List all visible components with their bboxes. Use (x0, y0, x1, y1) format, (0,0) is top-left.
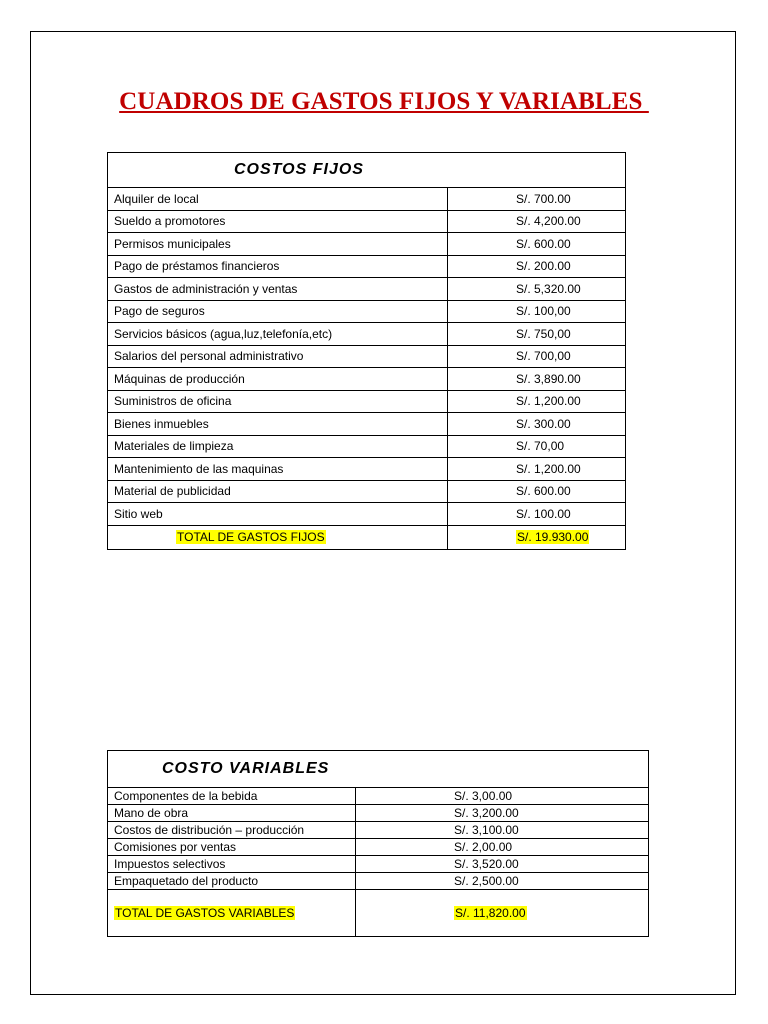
item-value: S/. 5,320.00 (448, 278, 626, 301)
variable-costs-total-label-cell (108, 890, 356, 937)
item-value: S/. 750,00 (448, 323, 626, 346)
item-value: S/. 3,520.00 (356, 856, 649, 873)
item-name: Componentes de la bebida (108, 788, 356, 805)
fixed-costs-total-label: TOTAL DE GASTOS FIJOS (177, 530, 325, 544)
table-row (108, 435, 626, 458)
variable-costs-total-value-cell (356, 890, 649, 937)
item-value: S/. 3,100.00 (356, 822, 649, 839)
variable-costs-table (107, 750, 649, 937)
item-name: Sueldo a promotores (108, 210, 448, 233)
item-name: Impuestos selectivos (108, 856, 356, 873)
item-name: Bienes inmuebles (108, 413, 448, 436)
item-value: S/. 3,200.00 (356, 805, 649, 822)
item-value: S/. 100.00 (448, 503, 626, 526)
table-row (108, 788, 649, 805)
variable-costs-total-value: S/. 11,820.00 (455, 906, 526, 920)
item-name: Alquiler de local (108, 188, 448, 211)
fixed-costs-total-label-cell (108, 525, 448, 549)
item-value: S/. 70,00 (448, 435, 626, 458)
item-value: S/. 700.00 (448, 188, 626, 211)
item-value: S/. 700,00 (448, 345, 626, 368)
table-row (108, 503, 626, 526)
variable-costs-header-row (108, 751, 649, 788)
item-name: Comisiones por ventas (108, 839, 356, 856)
item-name: Mantenimiento de las maquinas (108, 458, 448, 481)
item-value: S/. 1,200.00 (448, 390, 626, 413)
document-title: CUADROS DE GASTOS FIJOS Y VARIABLES (119, 88, 649, 115)
item-name: Sitio web (108, 503, 448, 526)
table-row (108, 805, 649, 822)
variable-costs-total-row (108, 890, 649, 937)
fixed-costs-total-row (108, 525, 626, 549)
item-value: S/. 2,500.00 (356, 873, 649, 890)
table-row (108, 458, 626, 481)
table-row (108, 368, 626, 391)
table-row (108, 233, 626, 256)
variable-costs-total-label: TOTAL DE GASTOS VARIABLES (115, 906, 295, 920)
item-value: S/. 3,00.00 (356, 788, 649, 805)
fixed-costs-heading-text: COSTOS FIJOS (234, 161, 364, 178)
fixed-costs-header-row (108, 153, 626, 188)
item-name: Empaquetado del producto (108, 873, 356, 890)
table-row (108, 278, 626, 301)
item-name: Permisos municipales (108, 233, 448, 256)
table-row (108, 345, 626, 368)
item-value: S/. 2,00.00 (356, 839, 649, 856)
table-row (108, 188, 626, 211)
table-row (108, 480, 626, 503)
table-row (108, 839, 649, 856)
fixed-costs-total-value-cell (448, 525, 626, 549)
fixed-costs-heading (108, 153, 626, 188)
table-row (108, 390, 626, 413)
item-value: S/. 600.00 (448, 233, 626, 256)
item-name: Gastos de administración y ventas (108, 278, 448, 301)
item-name: Pago de préstamos financieros (108, 255, 448, 278)
table-row (108, 210, 626, 233)
item-value: S/. 600.00 (448, 480, 626, 503)
item-value: S/. 3,890.00 (448, 368, 626, 391)
item-name: Costos de distribución – producción (108, 822, 356, 839)
item-value: S/. 4,200.00 (448, 210, 626, 233)
table-row (108, 300, 626, 323)
variable-costs-heading (108, 751, 649, 788)
table-row (108, 413, 626, 436)
item-value: S/. 1,200.00 (448, 458, 626, 481)
item-name: Salarios del personal administrativo (108, 345, 448, 368)
item-name: Suministros de oficina (108, 390, 448, 413)
item-value: S/. 300.00 (448, 413, 626, 436)
table-row (108, 873, 649, 890)
variable-costs-heading-text: COSTO VARIABLES (162, 760, 330, 777)
item-name: Materiales de limpieza (108, 435, 448, 458)
table-row (108, 856, 649, 873)
table-row (108, 255, 626, 278)
table-row (108, 323, 626, 346)
item-name: Máquinas de producción (108, 368, 448, 391)
item-value: S/. 200.00 (448, 255, 626, 278)
item-name: Servicios básicos (agua,luz,telefonía,etc) (108, 323, 448, 346)
item-name: Material de publicidad (108, 480, 448, 503)
item-value: S/. 100,00 (448, 300, 626, 323)
fixed-costs-table (107, 152, 626, 550)
fixed-costs-total-value: S/. 19.930.00 (517, 530, 589, 544)
item-name: Mano de obra (108, 805, 356, 822)
item-name: Pago de seguros (108, 300, 448, 323)
table-row (108, 822, 649, 839)
